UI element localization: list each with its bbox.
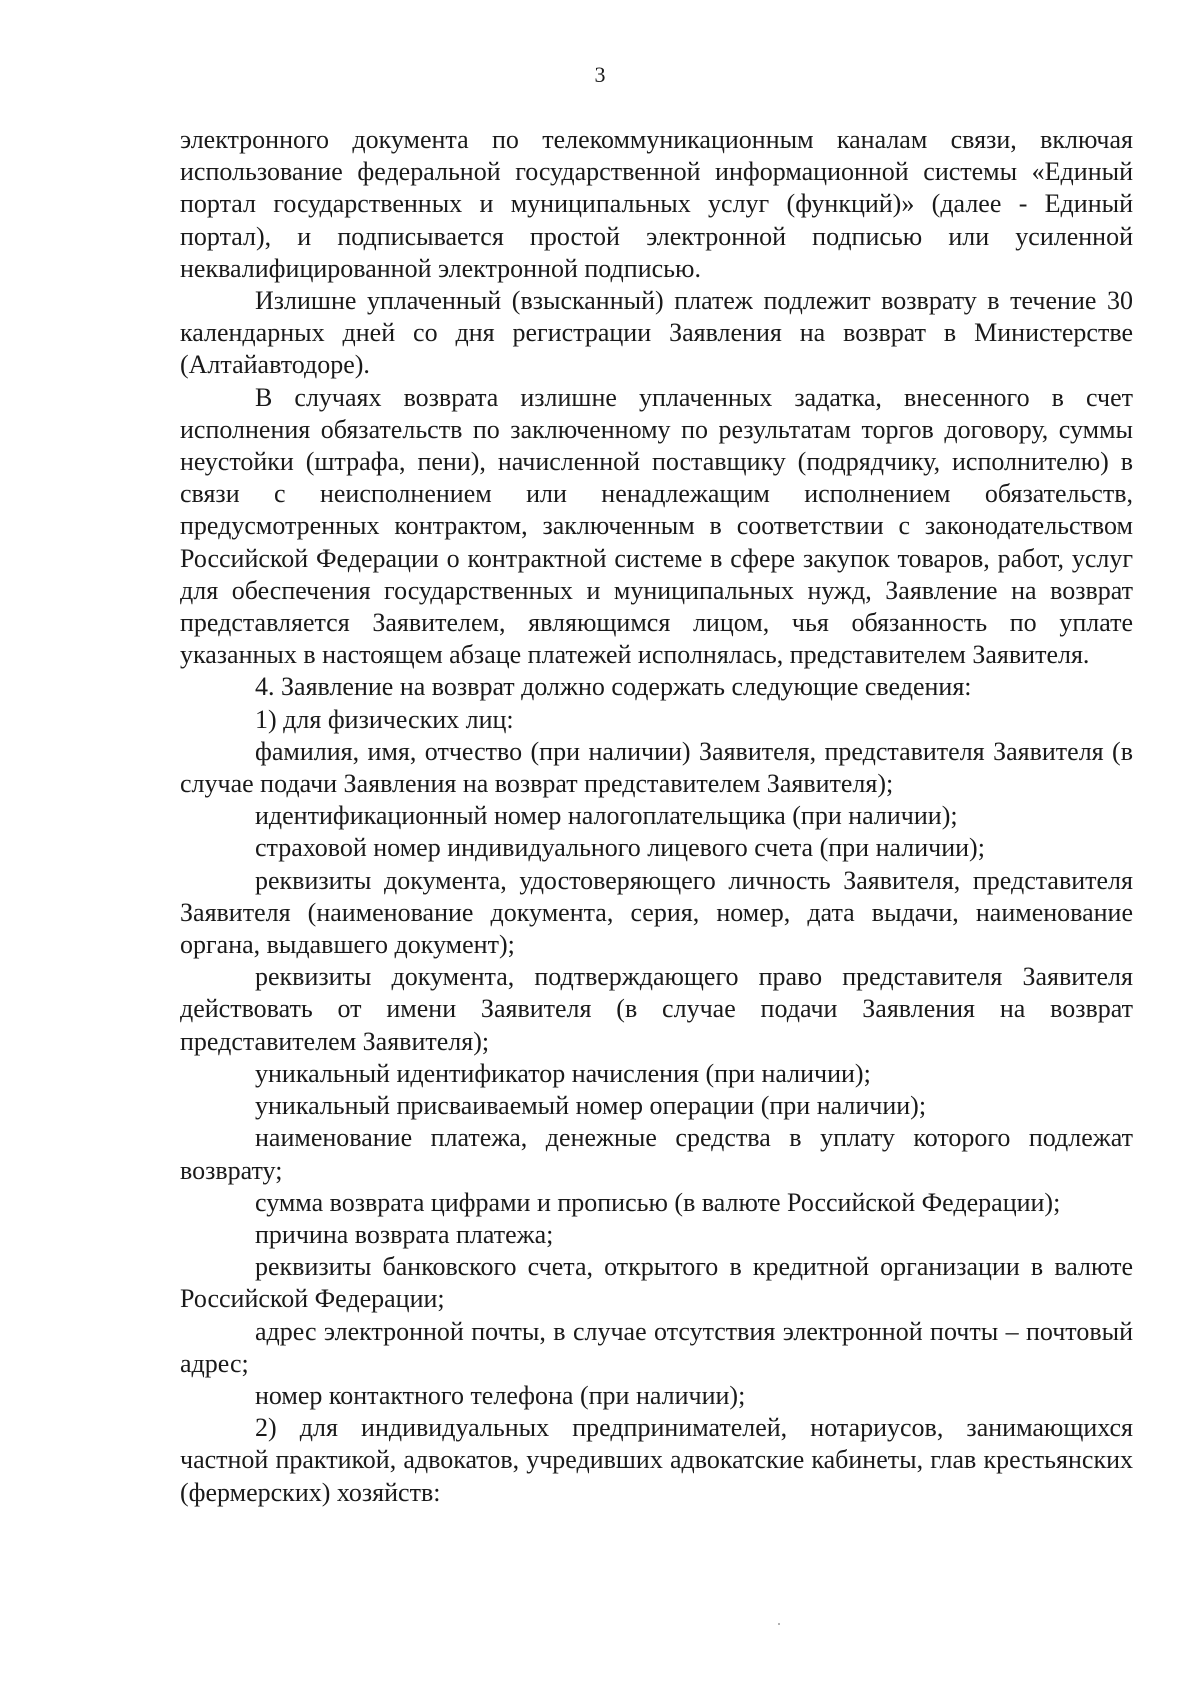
scan-artifact-dot [778, 1623, 780, 1625]
list-item-email: адрес электронной почты, в случае отсутствия электронной почты – почтовый адрес; [180, 1316, 1133, 1378]
paragraph-individuals-heading: 1) для физических лиц: [255, 704, 514, 734]
list-item-authority-document: реквизиты документа, подтверждающего право представителя Заявителя действовать от имени Заявителя (в случае подачи Заявления на возврат представителем Заявителя); [180, 962, 1133, 1056]
paragraph-refund-term: Излишне уплаченный (взысканный) платеж подлежит возврату в течение 30 календарных дней со дня регистрации Заявления на возврат в Министерстве (Алтайавтодоре). [180, 286, 1133, 380]
list-item-phone: номер контактного телефона (при наличии); [255, 1380, 746, 1410]
document-body [180, 124, 1133, 1509]
list-item-id-document: реквизиты документа, удостоверяющего личность Заявителя, представителя Заявителя (наименование документа, серия, номер, дата выдачи, наименование органа, выдавшего документ); [180, 865, 1133, 960]
paragraph-continuation: электронного документа по телекоммуникационным каналам связи, включая использование федеральной государственной информационной системы «Единый портал государственных и муниципальных услуг (функций)» (далее - Единый портал), и подписывается простой электронной подписью или усиленной неквалифицированной электронной подписью. [180, 125, 1133, 283]
list-item-refund-reason: причина возврата платежа; [255, 1219, 554, 1249]
list-item-payment-name: наименование платежа, денежные средства в уплату которого подлежат возврату; [180, 1123, 1133, 1185]
page-number: 3 [594, 62, 606, 87]
paragraph-section-4: 4. Заявление на возврат должно содержать следующие сведения: [255, 672, 972, 702]
list-item-accrual-id: уникальный идентификатор начисления (при наличии); [255, 1058, 871, 1088]
paragraph-entrepreneurs-heading: 2) для индивидуальных предпринимателей, нотариусов, занимающихся частной практикой, адвокатов, учредивших адвокатские кабинеты, глав крестьянских (фермерских) хозяйств: [180, 1413, 1133, 1507]
list-item-refund-amount: сумма возврата цифрами и прописью (в валюте Российской Федерации); [255, 1187, 1061, 1217]
paragraph-deposit-cases: В случаях возврата излишне уплаченных задатка, внесенного в счет исполнения обязательств по заключенному по результатам торгов договору, суммы неустойки (штрафа, пени), начисленной поставщику (подрядчику, исполнителю) в связи с неисполнением или ненадлежащим исполнением обязательств, предусмотренных контрактом, заключенным в соответствии с законодательством Российской Федерации о контрактной системе в сфере закупок товаров, работ, услуг для обеспечения государственных и муниципальных нужд, Заявление на возврат представляется Заявителем, являющимся лицом, чья обязанность по уплате указанных в настоящем абзаце платежей исполнялась, представителем Заявителя. [180, 382, 1133, 670]
list-item-full-name: фамилия, имя, отчество (при наличии) Заявителя, представителя Заявителя (в случае подачи Заявления на возврат представителем Заявителя); [180, 736, 1133, 799]
list-item-operation-number: уникальный присваиваемый номер операции (при наличии); [255, 1091, 927, 1121]
list-item-snils: страховой номер индивидуального лицевого счета (при наличии); [255, 833, 985, 863]
list-item-bank-account: реквизиты банковского счета, открытого в кредитной организации в валюте Российской Федерации; [180, 1252, 1133, 1314]
list-item-inn: идентификационный номер налогоплательщика (при наличии); [255, 801, 958, 831]
